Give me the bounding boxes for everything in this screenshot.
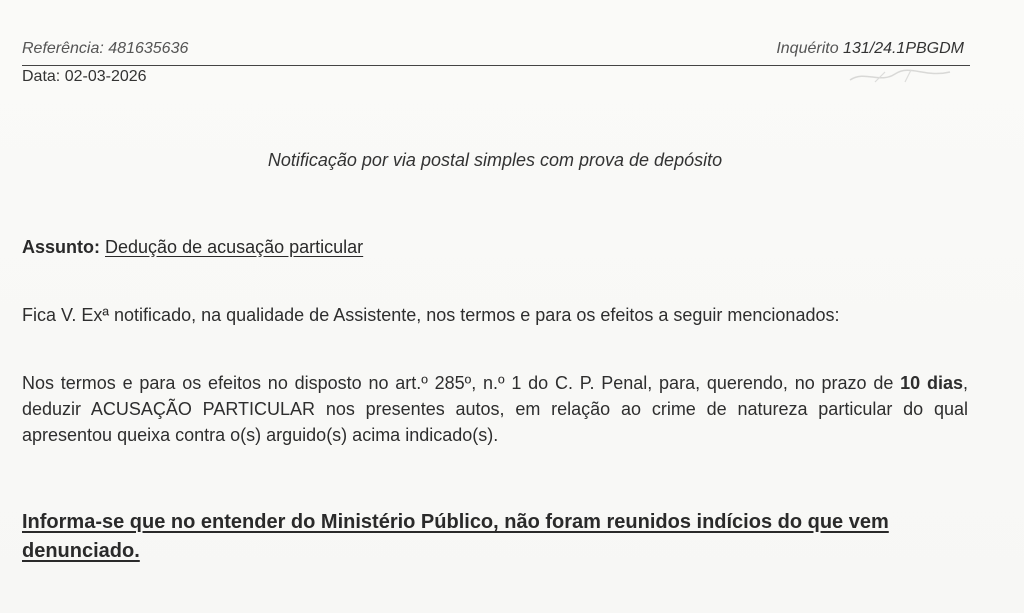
reference-field xyxy=(22,40,188,58)
reference-label: Referência: xyxy=(22,40,104,57)
reference-number: 481635636 xyxy=(108,40,189,57)
faint-stamp-mark xyxy=(845,64,955,86)
date-field xyxy=(22,68,147,86)
header-divider xyxy=(22,65,970,66)
legal-paragraph xyxy=(22,370,968,448)
subject-value: Dedução de acusação particular xyxy=(105,237,364,257)
document-header xyxy=(22,40,964,62)
ministry-notice: Informa-se que no entender do Ministério Público, não foram reunidos indícios do que vem denunciado. xyxy=(22,511,889,562)
legal-paragraph-part2: , deduzir ACUSAÇÃO PARTICULAR nos presentes autos, em relação ao crime de natureza particular do qual apresentou queixa contra o(s) arguido(s) acima indicado(s). xyxy=(22,373,968,445)
inquiry-field xyxy=(776,40,964,58)
notification-subtitle: Notificação por via postal simples com prova de depósito xyxy=(267,150,723,170)
deadline-days: 10 dias xyxy=(900,373,963,393)
date-value: 02-03-2026 xyxy=(64,68,147,85)
inquiry-label: Inquérito xyxy=(776,40,839,57)
inquiry-number: 131/24.1PBGDM xyxy=(843,40,964,57)
date-label: Data: xyxy=(22,68,61,85)
notification-paragraph: Fica V. Exª notificado, na qualidade de Assistente, nos termos e para os efeitos a seguir mencionados: xyxy=(22,305,840,325)
subject-label: Assunto: xyxy=(22,237,100,257)
subject-line xyxy=(22,237,363,258)
legal-paragraph-part1: Nos termos e para os efeitos no disposto no art.º 285º, n.º 1 do C. P. Penal, para, querendo, no prazo de xyxy=(22,373,901,393)
